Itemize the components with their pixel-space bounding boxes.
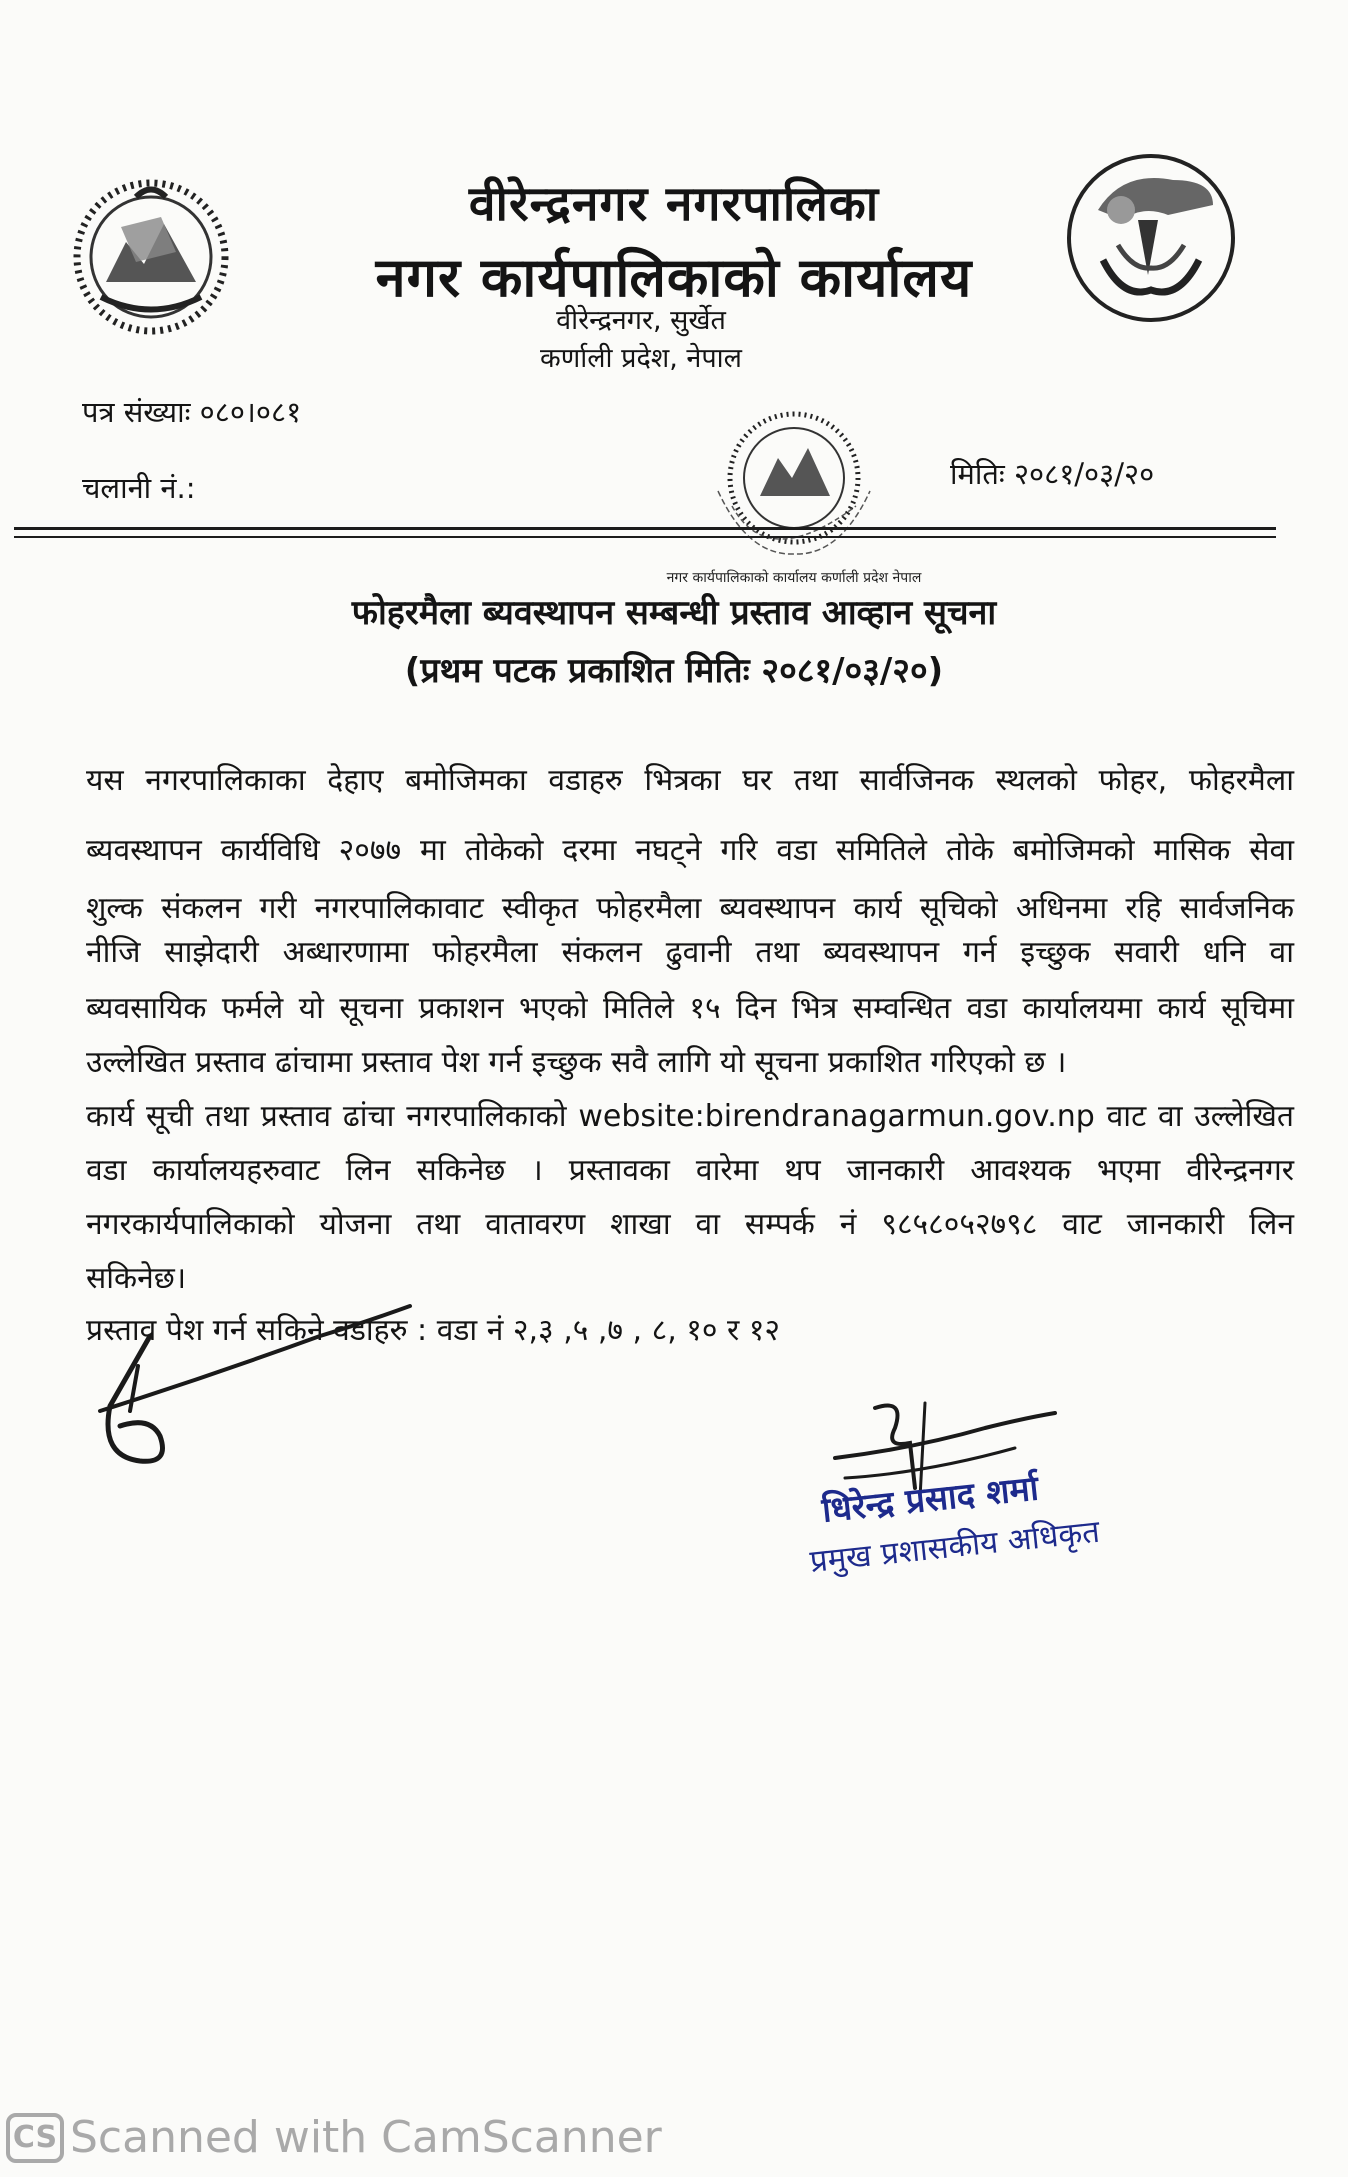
office-name: नगर कार्यपालिकाको कार्यालय <box>375 246 973 309</box>
dispatch-number: चलानी नं.: <box>82 471 196 505</box>
address-line-2: कर्णाली प्रदेश, नेपाल <box>540 343 742 374</box>
body-line: नीजि साझेदारी अब्धारणामा फोहरमैला संकलन ढुवानी तथा ब्यवस्थापन गर्न इच्छुक सवारी धनि वा <box>86 935 1294 970</box>
published-date-note: (प्रथम पटक प्रकाशित मितिः २०८१/०३/२०) <box>404 651 944 691</box>
letter-date: मितिः २०८१/०३/२० <box>950 457 1155 491</box>
body-line: शुल्क संकलन गरी नगरपालिकावाट स्वीकृत फोहरमैला ब्यवस्थापन कार्य सूचिको अधिनमा रहि सार्वजनिक <box>86 891 1294 926</box>
body-line: सकिनेछ। <box>86 1261 187 1296</box>
office-address <box>540 302 742 378</box>
body-line: कार्य सूची तथा प्रस्ताव ढांचा नगरपालिकाको website:birendranagarmun.gov.np वाट वा उल्लेखित <box>86 1099 1294 1134</box>
scanner-watermark <box>6 2112 662 2163</box>
signatory-name: धिरेन्द्र प्रसाद शर्मा <box>820 1468 1041 1531</box>
header-divider <box>14 527 1276 530</box>
body-line: उल्लेखित प्रस्ताव ढांचामा प्रस्ताव पेश गर्न इच्छुक सवै लागि यो सूचना प्रकाशित गरिएको छ । <box>86 1045 1067 1080</box>
body-line: ब्यवस्थापन कार्यविधि २०७७ मा तोकेको दरमा नघट्ने गरि वडा समितिले तोके बमोजिमको मासिक सेवा <box>86 833 1294 868</box>
watermark-text: Scanned with CamScanner <box>70 2112 662 2163</box>
municipality-name: वीरेन्द्रनगर नगरपालिका <box>468 176 880 232</box>
body-line: ब्यवसायिक फर्मले यो सूचना प्रकाशन भएको मितिले १५ दिन भित्र सम्वन्धित वडा कार्यालयमा कार्य सूचिमा <box>86 991 1294 1026</box>
wards-list: प्रस्ताव पेश गर्न सकिने वडाहरु : वडा नं २,३ ,५ ,७ , ८, १० र १२ <box>86 1313 781 1348</box>
notice-subject: फोहरमैला ब्यवस्थापन सम्बन्धी प्रस्ताव आव्हान सूचना <box>351 593 997 633</box>
camscanner-icon: CS <box>6 2113 64 2163</box>
body-line: यस नगरपालिकाका देहाए बमोजिमका वडाहरु भित्रका घर तथा सार्वजिनक स्थलको फोहर, फोहरमैला <box>86 763 1294 798</box>
address-line-1: वीरेन्द्रनगर, सुर्खेत <box>556 305 726 336</box>
body-line: नगरकार्यपालिकाको योजना तथा वातावरण शाखा वा सम्पर्क नं ९८५८०५२७९८ वाट जानकारी लिन <box>86 1207 1294 1242</box>
seal-text: नगर कार्यपालिकाको कार्यालय कर्णाली प्रदेश नेपाल <box>666 570 922 586</box>
signatory-designation: प्रमुख प्रशासकीय अधिकृत <box>808 1513 1102 1580</box>
header-divider-secondary <box>14 536 1276 538</box>
body-line: वडा कार्यालयहरुवाट लिन सकिनेछ । प्रस्तावका वारेमा थप जानकारी आवश्यक भएमा वीरेन्द्रनगर <box>86 1153 1294 1188</box>
letter-number: पत्र संख्याः ०८०।०८१ <box>82 395 302 429</box>
office-seal-icon <box>666 396 922 586</box>
signature-icon <box>90 1296 420 1486</box>
